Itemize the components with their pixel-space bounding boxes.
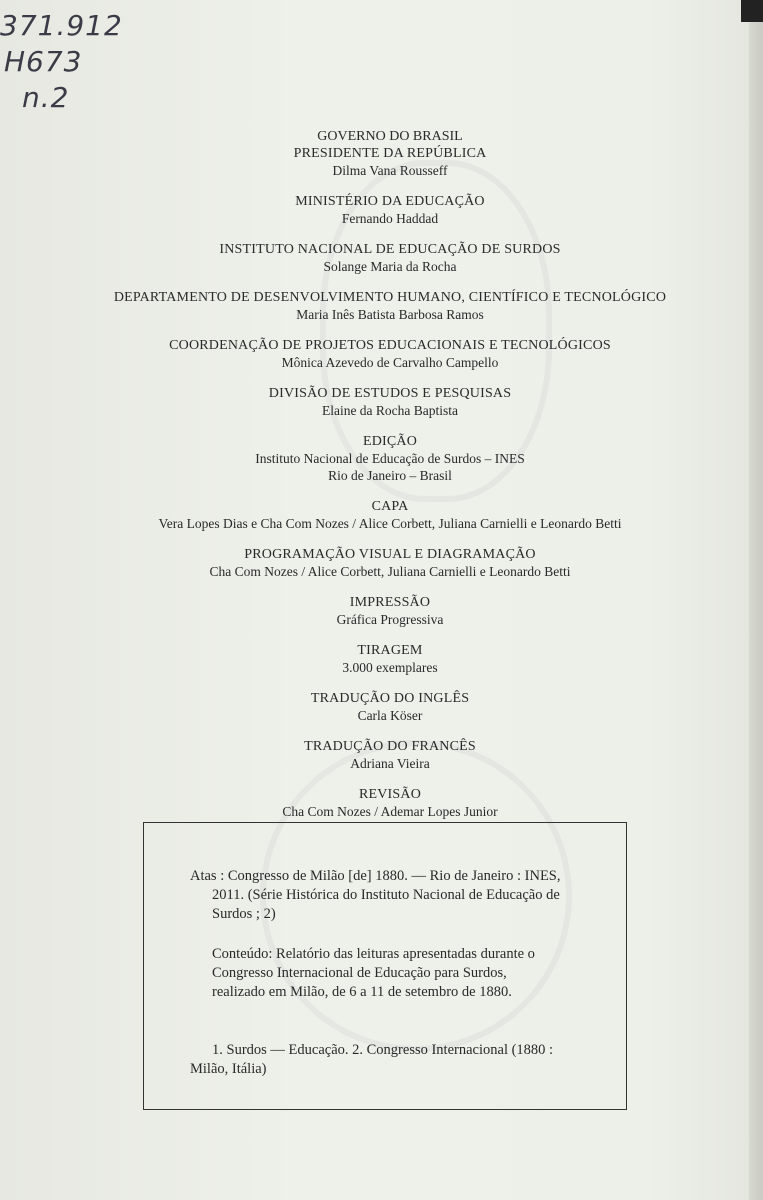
credit-name: Solange Maria da Rocha [323, 259, 457, 274]
credit-name: Cha Com Nozes / Ademar Lopes Junior [282, 804, 498, 819]
credit-name: 3.000 exemplares [342, 660, 438, 675]
credit-title: INSTITUTO NACIONAL DE EDUCAÇÃO DE SURDOS [219, 242, 561, 257]
credit-title: GOVERNO DO BRASIL [317, 129, 463, 144]
credit-entry [0, 786, 763, 820]
credit-name: Instituto Nacional de Educação de Surdos – INES [255, 451, 525, 466]
credit-entry [0, 433, 763, 484]
credit-name: Rio de Janeiro – Brasil [328, 468, 452, 483]
credit-name: Mônica Azevedo de Carvalho Campello [281, 355, 499, 370]
credit-entry [0, 241, 763, 275]
catalog-line: 1. Surdos — Educação. 2. Congresso Internacional (1880 : [212, 1042, 554, 1058]
credit-title: TIRAGEM [357, 643, 423, 658]
credit-entry [0, 337, 763, 371]
credit-entry [0, 385, 763, 419]
handwritten-call-number [0, 8, 123, 116]
scan-corner [741, 0, 763, 22]
credit-entry [0, 690, 763, 724]
catalog-card [143, 822, 627, 1110]
credit-entry [0, 498, 763, 532]
credit-name: Dilma Vana Rousseff [332, 163, 448, 178]
call-number-line: 371.912 [0, 9, 123, 42]
catalog-line: Atas : Congresso de Milão [de] 1880. — Rio de Janeiro : INES, [190, 868, 561, 884]
credits-block [0, 128, 763, 834]
credit-title: TRADUÇÃO DO FRANCÊS [304, 739, 476, 754]
catalog-subjects [190, 1041, 610, 1079]
credit-name: Cha Com Nozes / Alice Corbett, Juliana Carnielli e Leonardo Betti [209, 564, 571, 579]
credit-title: MINISTÉRIO DA EDUCAÇÃO [295, 194, 485, 209]
call-number-line: H673 [4, 45, 83, 78]
credit-entry [0, 642, 763, 676]
credit-title: PRESIDENTE DA REPÚBLICA [293, 146, 487, 161]
credit-entry [0, 594, 763, 628]
credit-name: Adriana Vieira [350, 756, 430, 771]
credit-entry [0, 193, 763, 227]
credit-name: Gráfica Progressiva [336, 612, 444, 627]
credit-title: CAPA [371, 499, 409, 514]
catalog-line: Conteúdo: Relatório das leituras apresentadas durante o [212, 946, 535, 962]
credit-name: Vera Lopes Dias e Cha Com Nozes / Alice Corbett, Juliana Carnielli e Leonardo Betti [158, 516, 622, 531]
credit-name: Carla Köser [357, 708, 423, 723]
credit-title: DEPARTAMENTO DE DESENVOLVIMENTO HUMANO, CIENTÍFICO E TECNOLÓGICO [113, 290, 667, 305]
credit-title: IMPRESSÃO [349, 595, 431, 610]
catalog-line: realizado em Milão, de 6 a 11 de setembro de 1880. [212, 984, 512, 1000]
credit-entry [0, 546, 763, 580]
catalog-line: Surdos ; 2) [212, 906, 276, 922]
catalog-line: Milão, Itália) [190, 1061, 267, 1077]
credit-title: COORDENAÇÃO DE PROJETOS EDUCACIONAIS E TECNOLÓGICOS [169, 338, 611, 353]
credit-name: Elaine da Rocha Baptista [321, 403, 459, 418]
credit-title: TRADUÇÃO DO INGLÊS [310, 691, 470, 706]
credit-title: REVISÃO [358, 787, 422, 802]
credit-entry [0, 738, 763, 772]
credit-title: PROGRAMAÇÃO VISUAL E DIAGRAMAÇÃO [244, 547, 536, 562]
credit-title: EDIÇÃO [362, 434, 418, 449]
credit-title: DIVISÃO DE ESTUDOS E PESQUISAS [268, 386, 512, 401]
catalog-main-entry [190, 867, 602, 924]
credit-name: Maria Inês Batista Barbosa Ramos [296, 307, 484, 322]
credit-entry [0, 128, 763, 145]
catalog-contents-note [212, 945, 612, 1002]
call-number-line: n.2 [22, 81, 70, 114]
catalog-line: Congresso Internacional de Educação para Surdos, [212, 965, 507, 981]
credit-entry [0, 145, 763, 179]
credit-entry [0, 289, 763, 323]
catalog-line: 2011. (Série Histórica do Instituto Nacional de Educação de [212, 887, 560, 903]
credit-name: Fernando Haddad [341, 211, 439, 226]
